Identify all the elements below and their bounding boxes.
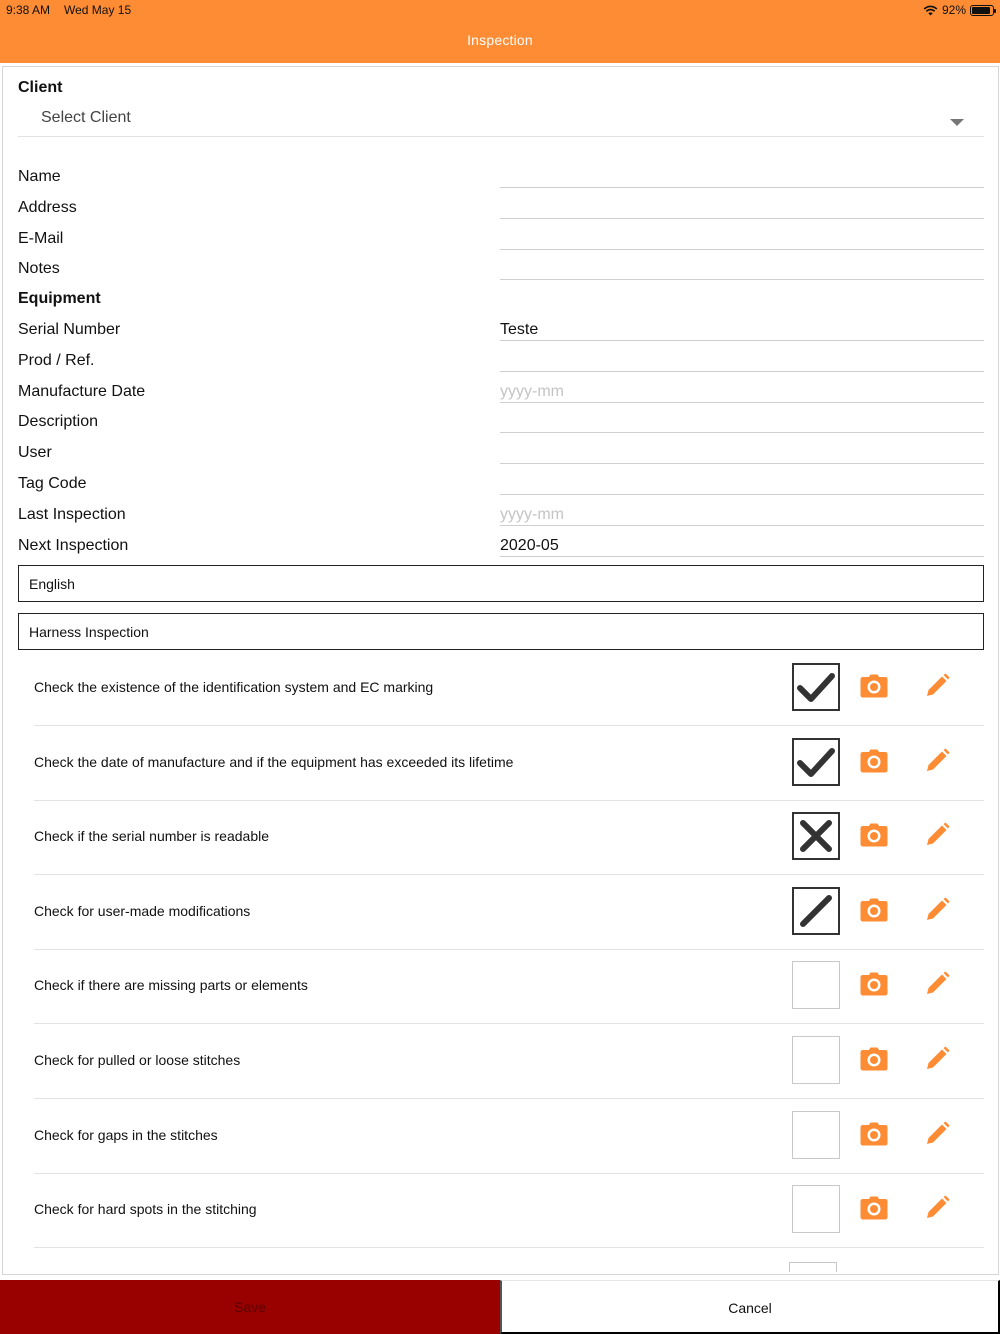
text-field[interactable]	[500, 351, 984, 372]
form-row	[18, 536, 984, 567]
form-row	[18, 382, 984, 413]
client-select[interactable]	[18, 107, 984, 137]
text-field[interactable]	[500, 167, 984, 188]
field-label: E-Mail	[18, 229, 64, 247]
field-label: Manufacture Date	[18, 382, 146, 400]
status-checkbox[interactable]	[792, 887, 840, 935]
status-checkbox[interactable]	[792, 1036, 840, 1084]
form-row	[18, 320, 984, 351]
field-label: Last Inspection	[18, 505, 126, 523]
cancel-button[interactable]: Cancel	[500, 1280, 1000, 1334]
equipment-section-title: Equipment	[18, 290, 101, 307]
battery-icon	[970, 5, 994, 16]
checklist-item-text: Check if the serial number is readable	[34, 828, 270, 845]
text-field[interactable]	[500, 229, 984, 250]
form-row	[18, 505, 984, 536]
field-label: Serial Number	[18, 321, 121, 338]
field-label: Address	[18, 198, 77, 216]
checklist-item	[34, 651, 984, 726]
pencil-icon[interactable]	[924, 748, 950, 779]
form-row	[18, 443, 984, 474]
pencil-icon[interactable]	[924, 971, 950, 1002]
pencil-icon[interactable]	[924, 1046, 950, 1077]
text-field[interactable]	[500, 259, 984, 280]
page-title: Inspection	[467, 32, 533, 48]
text-field[interactable]: Teste	[500, 320, 984, 341]
text-field[interactable]: 2020-05	[500, 536, 984, 557]
status-date: Wed May 15	[64, 3, 132, 17]
checklist-item	[34, 875, 984, 950]
checklist-item	[34, 949, 984, 1024]
checklist-item-text: Check the date of manufacture and if the equipment has exceeded its lifetime	[34, 753, 514, 770]
pencil-icon[interactable]	[924, 1195, 950, 1226]
field-label: User	[18, 444, 52, 462]
camera-icon[interactable]	[860, 823, 888, 852]
footer	[0, 1280, 1000, 1334]
form-row	[18, 198, 984, 229]
language-select[interactable]: English	[18, 565, 984, 602]
inspection-form[interactable]	[2, 66, 999, 1275]
chevron-down-icon	[950, 119, 964, 126]
checklist-item	[34, 1099, 984, 1174]
camera-icon[interactable]	[860, 1122, 888, 1151]
status-time: 9:38 AM	[6, 3, 51, 17]
save-button[interactable]: Save	[0, 1280, 500, 1334]
wifi-icon	[923, 5, 938, 16]
checklist-item-text: Check if there are missing parts or elements	[34, 977, 308, 994]
text-field[interactable]	[500, 474, 984, 495]
form-row	[18, 167, 984, 198]
checklist-item-text: Check for gaps in the stitches	[34, 1126, 218, 1143]
inspection-type-select[interactable]: Harness Inspection	[18, 613, 984, 650]
checklist-item-text: Check for hard spots in the stitching	[34, 1201, 257, 1218]
checklist-item-text: Check for user-made modifications	[34, 902, 251, 919]
camera-icon[interactable]	[860, 1196, 888, 1225]
form-row	[18, 474, 984, 505]
status-bar	[0, 0, 1000, 20]
field-label: Tag Code	[18, 475, 87, 492]
checklist-item	[34, 1024, 984, 1099]
camera-icon[interactable]	[860, 972, 888, 1001]
camera-icon[interactable]	[860, 1047, 888, 1076]
checkbox-partial	[789, 1262, 837, 1272]
checklist-item	[34, 800, 984, 875]
checklist-item-text: Check the existence of the identification system and EC marking	[34, 679, 434, 695]
field-label: Prod / Ref.	[18, 351, 95, 369]
battery-percent: 92%	[941, 3, 966, 17]
pencil-icon[interactable]	[924, 822, 950, 853]
pencil-icon[interactable]	[924, 673, 950, 704]
checklist-item	[34, 1173, 984, 1248]
camera-icon[interactable]	[860, 749, 888, 778]
text-field[interactable]	[500, 412, 984, 433]
checklist-item	[34, 726, 984, 801]
field-label: Description	[18, 413, 99, 431]
field-label: Next Inspection	[18, 536, 129, 554]
pencil-icon[interactable]	[924, 897, 950, 928]
status-checkbox[interactable]	[792, 1111, 840, 1159]
form-row	[18, 229, 984, 260]
client-select-value: Select Client	[41, 109, 131, 126]
status-checkbox[interactable]	[792, 812, 840, 860]
nav-bar	[0, 20, 1000, 63]
status-checkbox[interactable]	[792, 663, 840, 711]
battery-level	[972, 7, 990, 14]
text-field[interactable]	[500, 443, 984, 464]
status-checkbox[interactable]	[792, 738, 840, 786]
camera-icon[interactable]	[860, 674, 888, 703]
field-label: Name	[18, 168, 61, 185]
client-section-title: Client	[18, 79, 63, 96]
status-indicators	[923, 3, 994, 17]
form-row	[18, 259, 984, 290]
pencil-icon[interactable]	[924, 1121, 950, 1152]
camera-icon[interactable]	[860, 898, 888, 927]
text-field[interactable]: yyyy-mm	[500, 382, 984, 403]
status-checkbox[interactable]	[792, 961, 840, 1009]
form-row	[18, 351, 984, 382]
field-label: Notes	[18, 260, 60, 278]
checklist-item-text: Check for pulled or loose stitches	[34, 1052, 241, 1068]
form-row	[18, 412, 984, 443]
text-field[interactable]	[500, 198, 984, 219]
text-field[interactable]: yyyy-mm	[500, 505, 984, 526]
status-checkbox[interactable]	[792, 1185, 840, 1233]
